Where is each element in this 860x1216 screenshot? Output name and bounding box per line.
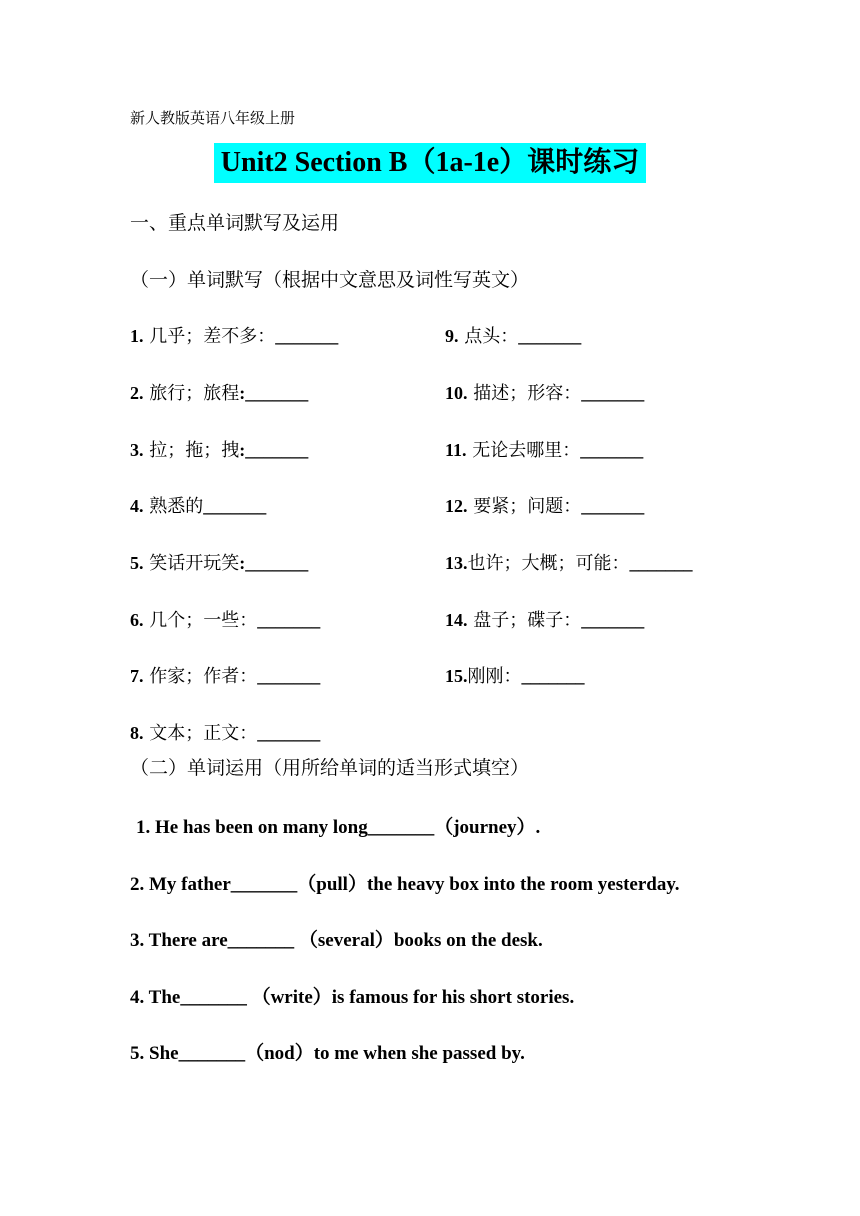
vocab-item: 1. 几乎；差不多：_______ xyxy=(130,326,339,347)
vocab-item: 7. 作家；作者：_______ xyxy=(130,666,321,687)
vocab-item: 2. 旅行；旅程:_______ xyxy=(130,383,309,404)
vocab-item: 12. 要紧；问题：_______ xyxy=(445,496,645,517)
subject-header: 新人教版英语八年级上册 xyxy=(130,109,296,127)
vocab-item: 10. 描述；形容：_______ xyxy=(445,383,645,404)
exercise-sentence: 1. He has been on many long_______（journey）. xyxy=(136,817,541,838)
vocab-item: 14. 盘子；碟子：_______ xyxy=(445,610,645,631)
vocab-item: 9. 点头：_______ xyxy=(445,326,582,347)
document-title: Unit2 Section B（1a-1e）课时练习 xyxy=(214,143,646,183)
vocab-item: 5. 笑话开玩笑:_______ xyxy=(130,553,309,574)
vocab-item: 6. 几个；一些：_______ xyxy=(130,610,321,631)
vocab-item: 13.也许；大概；可能：_______ xyxy=(445,553,693,574)
vocab-item: 11. 无论去哪里：_______ xyxy=(445,440,644,461)
vocab-item: 8. 文本；正文：_______ xyxy=(130,723,321,744)
exercise-sentence: 2. My father_______（pull）the heavy box into the room yesterday. xyxy=(130,874,680,895)
exercise-sentence: 3. There are_______ （several）books on the desk. xyxy=(130,930,543,951)
vocab-item: 4. 熟悉的_______ xyxy=(130,496,267,517)
part2-heading: （二）单词运用（用所给单词的适当形式填空） xyxy=(130,757,530,779)
section-heading: 一、重点单词默写及运用 xyxy=(130,212,340,234)
part1-heading: （一）单词默写（根据中文意思及词性写英文） xyxy=(130,269,530,291)
vocab-item: 15.刚刚：_______ xyxy=(445,666,585,687)
exercise-sentence: 5. She_______（nod）to me when she passed by. xyxy=(130,1043,525,1064)
exercise-sentence: 4. The_______ （write）is famous for his short stories. xyxy=(130,987,575,1008)
vocab-item: 3. 拉；拖；拽:_______ xyxy=(130,440,309,461)
